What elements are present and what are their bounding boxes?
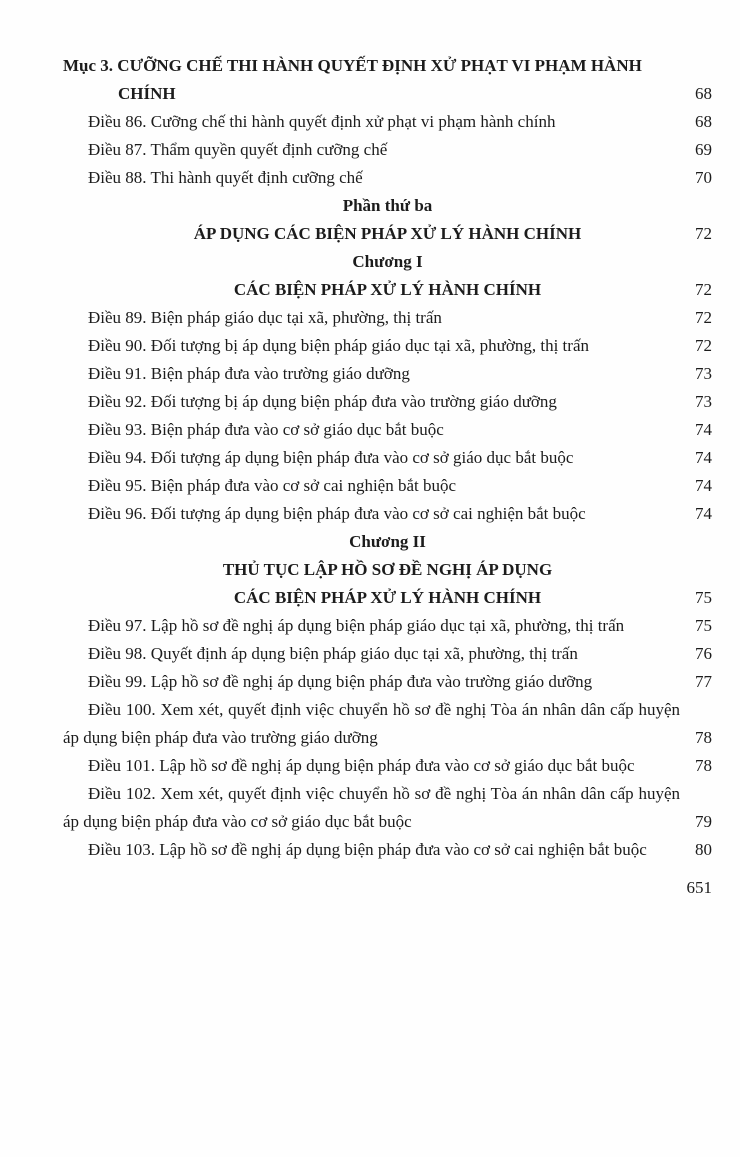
toc-entry-page-number: 75 [695, 616, 712, 635]
toc-entry-text: Điều 87. Thẩm quyền quyết định cưỡng chế [88, 140, 388, 159]
toc-entry [63, 332, 712, 360]
toc-entry-page-number: 80 [695, 840, 712, 859]
toc-entry [63, 752, 712, 780]
toc-entry-page-number: 73 [695, 364, 712, 383]
toc-entry-page-number: 74 [695, 420, 712, 439]
toc-entry-text: CÁC BIỆN PHÁP XỬ LÝ HÀNH CHÍNH [233, 280, 542, 299]
toc-entry-page-number: 72 [695, 280, 712, 299]
toc-entry-text: Điều 93. Biện pháp đưa vào cơ sở giáo dục bắt buộc [88, 420, 444, 439]
toc-entry-text: Điều 88. Thi hành quyết định cưỡng chế [88, 168, 363, 187]
toc-entry-text: Điều 99. Lập hồ sơ đề nghị áp dụng biện pháp đưa vào trường giáo dưỡng [88, 672, 593, 691]
toc-entry-text: Điều 100. Xem xét, quyết định việc chuyển hồ sơ đề nghị Tòa án nhân dân cấp huyện áp dụng biện pháp đưa vào trường giáo dưỡng [63, 700, 680, 747]
toc-entry [63, 108, 712, 136]
toc-entry-page-number: 73 [695, 392, 712, 411]
toc-entry-page-number: 68 [695, 112, 712, 131]
toc-entry-page-number: 76 [695, 644, 712, 663]
toc-entry [63, 388, 712, 416]
toc-entry-text: ÁP DỤNG CÁC BIỆN PHÁP XỬ LÝ HÀNH CHÍNH [193, 224, 582, 243]
toc-entry-text: Điều 98. Quyết định áp dụng biện pháp giáo dục tại xã, phường, thị trấn [88, 644, 578, 663]
toc-entry-page-number: 72 [695, 336, 712, 355]
toc-entry-text: Điều 91. Biện pháp đưa vào trường giáo dưỡng [88, 364, 410, 383]
toc-entry [63, 472, 712, 500]
toc-entry-text: Điều 102. Xem xét, quyết định việc chuyển hồ sơ đề nghị Tòa án nhân dân cấp huyện áp dụng biện pháp đưa vào cơ sở giáo dục bắt buộc [63, 784, 680, 831]
toc-entry-text: Phần thứ ba [342, 196, 433, 215]
toc-entry-text: Điều 90. Đối tượng bị áp dụng biện pháp giáo dục tại xã, phường, thị trấn [88, 336, 589, 355]
toc-entry-text: Chương II [349, 532, 426, 551]
toc-entry-page-number: 78 [695, 728, 712, 747]
toc-entry [63, 276, 712, 304]
toc-entry-page-number: 68 [695, 84, 712, 103]
toc-entry-text: Điều 97. Lập hồ sơ đề nghị áp dụng biện pháp giáo dục tại xã, phường, thị trấn [88, 616, 625, 635]
toc-entry [63, 220, 712, 248]
toc-entry-page-number: 77 [695, 672, 712, 691]
toc-entry [63, 164, 712, 192]
toc-entry-page-number: 74 [695, 448, 712, 467]
toc-entry-page-number: 75 [695, 588, 712, 607]
toc-entry [63, 780, 712, 836]
toc-entry-page-number: 72 [695, 224, 712, 243]
toc-entry-text [63, 556, 712, 612]
toc-entry-page-number: 72 [695, 308, 712, 327]
toc-entry-text: Mục 3. CƯỠNG CHẾ THI HÀNH QUYẾT ĐỊNH XỬ PHẠT VI PHẠM HÀNH CHÍNH [63, 56, 642, 103]
toc-entry-text: Điều 101. Lập hồ sơ đề nghị áp dụng biện pháp đưa vào cơ sở giáo dục bắt buộc [88, 756, 635, 775]
toc-entry [63, 528, 712, 556]
toc-entry [63, 640, 712, 668]
toc-entry [63, 500, 712, 528]
toc-entry [63, 360, 712, 388]
toc-entry-page-number: 74 [695, 476, 712, 495]
toc-entry [63, 556, 712, 612]
toc-entry-text: Chương I [352, 252, 423, 271]
toc-entry [63, 836, 712, 864]
toc-entry [63, 416, 712, 444]
toc-entry-page-number: 74 [695, 504, 712, 523]
footer-page-number: 651 [686, 878, 712, 897]
toc-entry-text-line: CÁC BIỆN PHÁP XỬ LÝ HÀNH CHÍNH [233, 588, 542, 607]
toc-entry-text-line: THỦ TỤC LẬP HỒ SƠ ĐỀ NGHỊ ÁP DỤNG [222, 560, 553, 579]
toc-entry [63, 248, 712, 276]
table-of-contents [63, 52, 712, 864]
toc-entry-page-number: 79 [695, 812, 712, 831]
toc-entry [63, 192, 712, 220]
toc-entry-text: Điều 95. Biện pháp đưa vào cơ sở cai nghiện bắt buộc [88, 476, 457, 495]
toc-entry-page-number: 78 [695, 756, 712, 775]
toc-entry [63, 612, 712, 640]
toc-entry [63, 444, 712, 472]
toc-entry [63, 668, 712, 696]
toc-entry [63, 52, 712, 108]
toc-entry-text: Điều 86. Cưỡng chế thi hành quyết định xử phạt vi phạm hành chính [88, 112, 556, 131]
toc-entry-text: Điều 89. Biện pháp giáo dục tại xã, phường, thị trấn [88, 308, 442, 327]
toc-entry-page-number: 70 [695, 168, 712, 187]
toc-entry [63, 304, 712, 332]
toc-entry [63, 136, 712, 164]
toc-entry-page-number: 69 [695, 140, 712, 159]
toc-entry [63, 696, 712, 752]
toc-entry-text: Điều 96. Đối tượng áp dụng biện pháp đưa vào cơ sở cai nghiện bắt buộc [88, 504, 586, 523]
toc-entry-text: Điều 103. Lập hồ sơ đề nghị áp dụng biện pháp đưa vào cơ sở cai nghiện bắt buộc [88, 840, 647, 859]
toc-entry-text: Điều 92. Đối tượng bị áp dụng biện pháp đưa vào trường giáo dưỡng [88, 392, 557, 411]
toc-entry-text: Điều 94. Đối tượng áp dụng biện pháp đưa vào cơ sở giáo dục bắt buộc [88, 448, 574, 467]
